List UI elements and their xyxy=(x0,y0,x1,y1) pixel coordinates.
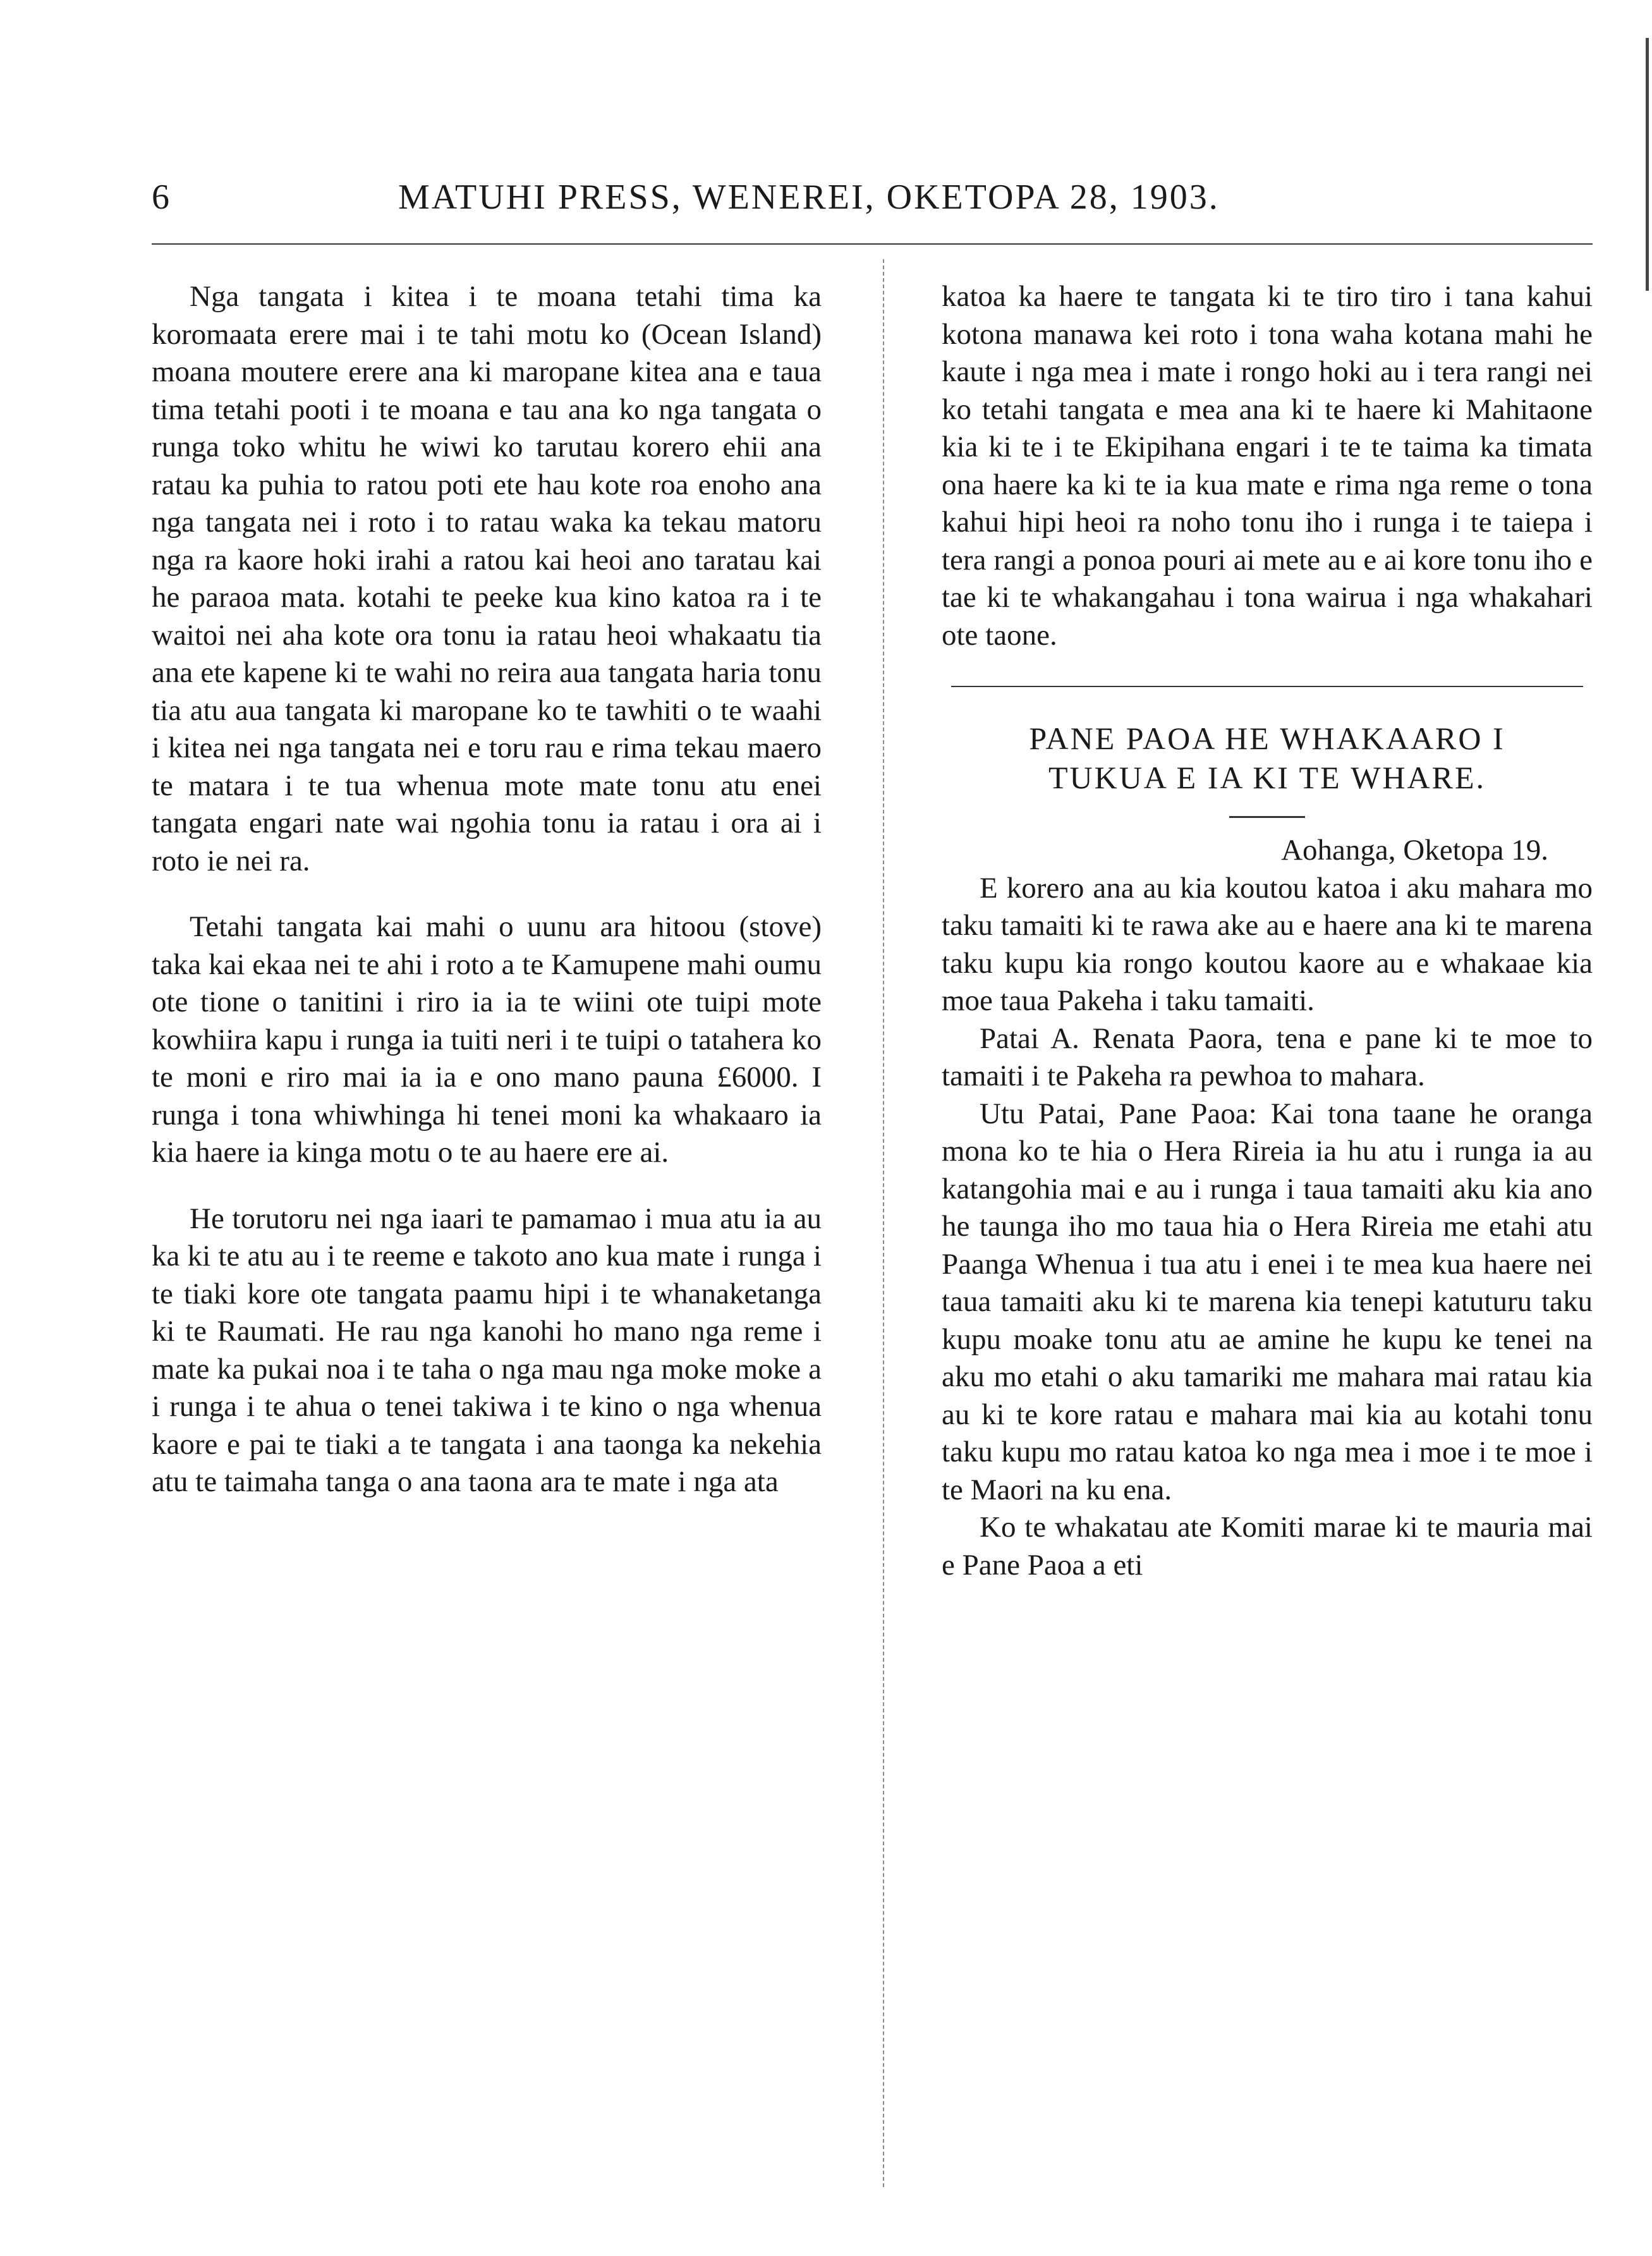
right-column xyxy=(942,278,1593,1584)
article-paragraph: He torutoru nei nga iaari te pamamao i mua atu ia au ka ki te atu au i te reeme e takoto ano kua mate i runga i te tiaki kore ote tangata paamu hipi i te whanaketanga ki te Raumati. He rau nga kanohi ho mano nga reme i mate ka pukai noa i te taha o nga mau nga moke moke a i runga i te ahua o tenei takiwa i te kino o nga whenua kaore e pai te tiaki a te tangata i ana taonga ka nekehia atu te taimaha tanga o ana taona ara te mate i nga ata xyxy=(152,1202,822,1498)
column-divider xyxy=(883,259,884,2187)
newspaper-title: MATUHI PRESS, WENEREI, OKETOPA 28, 1903. xyxy=(398,178,1220,217)
article-paragraph: E korero ana au kia koutou katoa i aku mahara mo taku tamaiti ki te rawa ake au e haere ana ki te marena taku kupu kia rongo koutou kaore au e whakaae kia moe taua Pakeha i taku tamaiti. xyxy=(942,871,1593,1017)
page-number: 6 xyxy=(152,178,171,217)
article-paragraph: Utu Patai, Pane Paoa: Kai tona taane he oranga mona ko te hia o Hera Rireia ia hu atu i runga ia au katangohia mai e au i runga i taua tamaiti aku kia ano he taunga iho mo taua hia o Hera Rireia me etahi atu Paanga Whenua i tua atu i enei i te mea kua haere nei taua tamaiti aku ki te marena kia tenepi katuturu taku kupu moake tonu atu ae amine he kupu ke tenei na aku mo etahi o aku tamariki me mahara mai ratau kia au ki te kore ratau e mahara mai kia au kotahi tonu taku kupu mo ratau katoa ko nga mea i moe i te moe i te Maori na ku ena. xyxy=(942,1097,1593,1506)
heading-line-2: TUKUA E IA KI TE WHARE. xyxy=(1048,760,1486,795)
article-paragraph: Tetahi tangata kai mahi o uunu ara hitoou (stove) taka kai ekaa nei te ahi i roto a te Kamupene mahi oumu ote tione o tanitini i riro ia ia te wiini ote tuipi mote kowhiira kapu i runga ia tuiti neri i te tuipi o tatahera ko te moni e riro mai ia ia e ono mano pauna £6000. I runga i tona whiwhinga hi tenei moni ka whakaaro ia kia haere ia kinga motu o te au haere ere ai. xyxy=(152,910,822,1169)
header-rule xyxy=(152,243,1593,245)
page-edge-mark xyxy=(1646,38,1649,291)
left-column xyxy=(152,278,822,1501)
article-paragraph: Patai A. Renata Paora, tena e pane ki te moe to tamaiti i te Pakeha ra pewhoa to mahara. xyxy=(942,1021,1593,1092)
article-continuation: katoa ka haere te tangata ki te tiro tiro i tana kahui kotona manawa kei roto i tona waha kotana mahi he kaute i nga mea i mate i rongo hoki au i tera rangi nei ko tetahi tangata e mea ana ki te haere ki Mahitaone kia ki te i te Ekipihana engari i te te taima ka timata ona haere ka ki te ia kua mate e rima nga reme o tona kahui hipi heoi ra noho tonu iho i runga i te taiepa i tera rangi a ponoa pouri ai mete au e ai kore tonu iho e tae ki te whakangahau i tona wairua i nga whakahari ote taone. xyxy=(942,280,1593,652)
dateline: Aohanga, Oketopa 19. xyxy=(1281,834,1548,867)
section-divider xyxy=(951,686,1583,687)
article-heading xyxy=(942,719,1593,797)
page-header xyxy=(152,177,1491,228)
heading-line-1: PANE PAOA HE WHAKAARO I xyxy=(1029,721,1505,756)
article-paragraph: Ko te whakatau ate Komiti marae ki te mauria mai e Pane Paoa a eti xyxy=(942,1511,1593,1582)
article-paragraph: Nga tangata i kitea i te moana tetahi tima ka koromaata erere mai i te tahi motu ko (Ocean Island) moana moutere erere ana ki maropane kitea ana e taua tima tetahi pooti i te moana e tau ana ko nga tangata o runga toko whitu he wiwi ko tarutau korero ehii ana ratau ka puhia to ratou poti ete hau kote roa enoho ana nga tangata nei i roto i to ratau waka ka tekau matoru nga ra kaore hoki irahi a ratou kai heoi ano taratau kai he paraoa mata. kotahi te peeke kua kino katoa ra i te waitoi nei aha kote ora tonu ia ratau heoi whakaatu tia ana ete kapene ki te wahi no reira aua tangata haria tonu tia atu aua tangata ki maropane ko te tawhiti o te waahi i kitea nei nga tangata nei e toru rau e rima tekau maero te matara i te tua whenua mote mate tonu atu enei tangata engari nate wai ngohia tonu ia ratau i ora ai i roto ie nei ra. xyxy=(152,280,822,877)
heading-rule xyxy=(1229,816,1305,818)
